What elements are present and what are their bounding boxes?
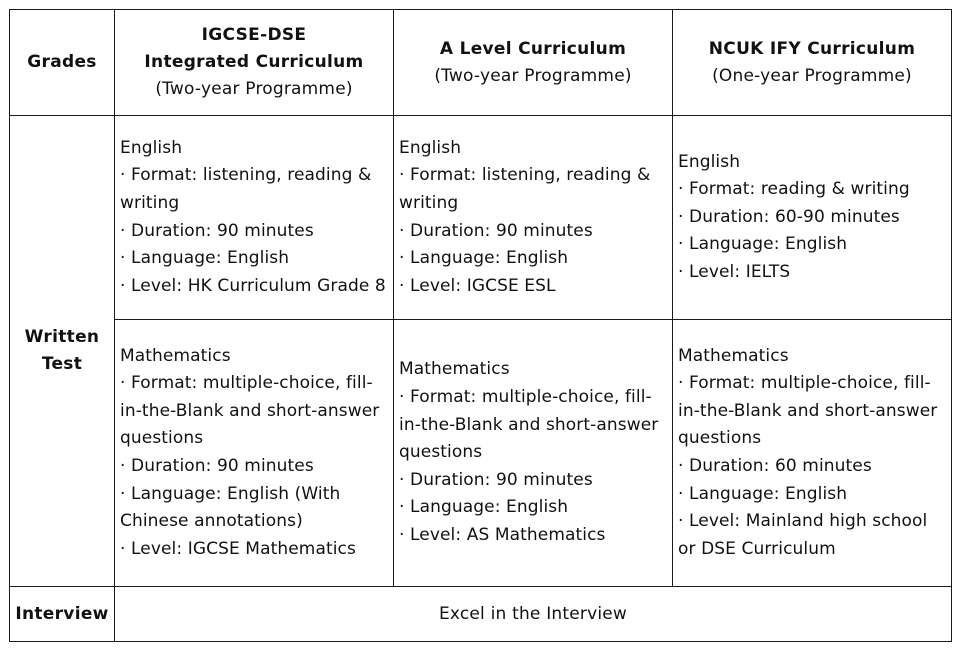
- level-item: · Level: IGCSE ESL: [399, 275, 556, 296]
- english-cell-a-level: [394, 116, 673, 320]
- level-item: · Level: IGCSE Mathematics: [120, 538, 356, 559]
- duration-item: · Duration: 60 minutes: [678, 456, 872, 476]
- format-item: · Format: listening, reading & writing: [120, 165, 372, 213]
- duration-item: · Duration: 90 minutes: [120, 456, 314, 476]
- written-test-label-line2: Test: [41, 354, 83, 374]
- column-title-line1: A Level Curriculum: [439, 38, 627, 59]
- duration-item: · Duration: 90 minutes: [120, 220, 314, 241]
- requirements-table: [9, 9, 952, 642]
- language-item: · Language: English: [678, 234, 848, 255]
- interview-label: Interview: [10, 587, 115, 642]
- interview-row: [10, 587, 952, 642]
- column-header-ncuk-ify: [673, 10, 952, 116]
- column-note: (Two-year Programme): [434, 65, 632, 86]
- header-row: [10, 10, 952, 116]
- english-cell-ncuk-ify: [673, 116, 952, 320]
- column-header-a-level: [394, 10, 673, 116]
- language-item: · Language: English: [120, 248, 290, 269]
- mathematics-row: [10, 320, 952, 587]
- column-title-line2: Integrated Curriculum: [144, 52, 364, 72]
- level-item: · Level: HK Curriculum Grade 8: [120, 275, 386, 296]
- level-item: · Level: Mainland high school or DSE Curriculum: [678, 511, 928, 559]
- format-item: · Format: multiple-choice, fill-in-the-Blank and short-answer questions: [678, 373, 938, 449]
- english-row: [10, 116, 952, 320]
- interview-requirement: Excel in the Interview: [115, 587, 952, 642]
- subject-name: Mathematics: [120, 345, 231, 366]
- duration-item: · Duration: 90 minutes: [399, 220, 593, 241]
- subject-name: English: [678, 151, 741, 172]
- math-cell-ncuk-ify: [673, 320, 952, 587]
- format-item: · Format: multiple-choice, fill-in-the-Blank and short-answer questions: [399, 387, 659, 463]
- column-title-line1: NCUK IFY Curriculum: [708, 38, 916, 59]
- level-item: · Level: IELTS: [678, 261, 791, 282]
- math-cell-a-level: [394, 320, 673, 587]
- format-item: · Format: reading & writing: [678, 179, 910, 200]
- subject-name: English: [399, 137, 462, 158]
- language-item: · Language: English: [399, 497, 569, 518]
- grades-header: [10, 10, 115, 116]
- column-note: (One-year Programme): [712, 65, 912, 86]
- subject-name: Mathematics: [678, 345, 789, 366]
- subject-name: Mathematics: [399, 359, 510, 380]
- subject-name: English: [120, 137, 183, 158]
- column-title-line1: IGCSE-DSE: [201, 25, 307, 45]
- format-item: · Format: multiple-choice, fill-in-the-Blank and short-answer questions: [120, 373, 380, 449]
- math-cell-igcse-dse: [115, 320, 394, 587]
- language-item: · Language: English (With Chinese annotations): [120, 483, 341, 532]
- level-item: · Level: AS Mathematics: [399, 524, 606, 545]
- duration-item: · Duration: 60-90 minutes: [678, 206, 900, 227]
- grades-header-label: Grades: [27, 52, 97, 72]
- language-item: · Language: English: [399, 248, 569, 269]
- language-item: · Language: English: [678, 483, 848, 504]
- column-header-igcse-dse: [115, 10, 394, 116]
- written-test-label-line1: Written: [24, 327, 100, 347]
- written-test-label: [10, 116, 115, 587]
- format-item: · Format: listening, reading & writing: [399, 165, 651, 213]
- english-cell-igcse-dse: [115, 116, 394, 320]
- column-note: (Two-year Programme): [155, 79, 353, 99]
- duration-item: · Duration: 90 minutes: [399, 469, 593, 490]
